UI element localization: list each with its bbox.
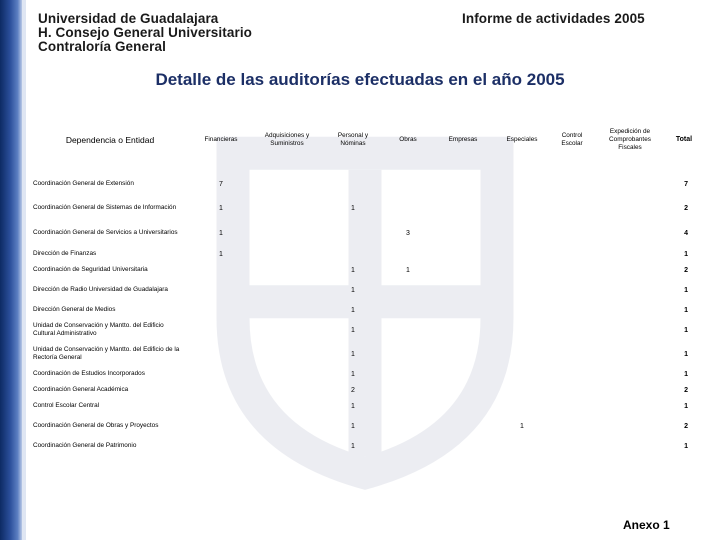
audit-count bbox=[550, 366, 594, 382]
audit-count bbox=[384, 172, 432, 196]
audit-count: 3 bbox=[406, 229, 410, 237]
row-total: 7 bbox=[684, 180, 688, 188]
row-total: 1 bbox=[684, 350, 688, 358]
table-row bbox=[30, 398, 702, 414]
audit-count bbox=[432, 366, 494, 382]
audit-count bbox=[252, 318, 322, 342]
audit-count bbox=[384, 196, 432, 220]
header-contraloria: Contraloría General bbox=[38, 39, 166, 54]
table-row bbox=[30, 302, 702, 318]
table-row bbox=[30, 278, 702, 302]
audit-count bbox=[252, 414, 322, 438]
audit-count bbox=[252, 262, 322, 278]
audit-count: 1 bbox=[351, 370, 355, 378]
audit-count bbox=[594, 342, 666, 366]
dependency-name: Coordinación General de Patrimonio bbox=[33, 442, 137, 449]
row-total: 1 bbox=[684, 306, 688, 314]
table-row bbox=[30, 220, 702, 246]
audit-count bbox=[494, 172, 550, 196]
audit-count bbox=[190, 302, 252, 318]
audit-count bbox=[594, 278, 666, 302]
audit-count bbox=[550, 342, 594, 366]
dependency-name: Unidad de Conservación y Mantto. del Edificio Cultural Administrativo bbox=[33, 322, 164, 337]
table-row bbox=[30, 414, 702, 438]
column-header-control-escolar: Control Escolar bbox=[561, 132, 583, 147]
audit-count bbox=[494, 366, 550, 382]
row-total: 1 bbox=[684, 326, 688, 334]
audit-count bbox=[322, 246, 384, 262]
audit-count: 1 bbox=[351, 306, 355, 314]
audit-count bbox=[384, 318, 432, 342]
audit-count bbox=[432, 246, 494, 262]
audit-count bbox=[432, 196, 494, 220]
header-university: Universidad de Guadalajara bbox=[38, 11, 219, 26]
audit-count bbox=[322, 172, 384, 196]
audit-count bbox=[432, 278, 494, 302]
dependency-name: Coordinación General de Servicios a Universitarios bbox=[33, 229, 178, 236]
table-row bbox=[30, 438, 702, 454]
audit-count bbox=[190, 342, 252, 366]
dependency-name: Control Escolar Central bbox=[33, 402, 100, 409]
row-total: 4 bbox=[684, 229, 688, 237]
audit-count bbox=[594, 220, 666, 246]
audit-count bbox=[494, 278, 550, 302]
audit-count bbox=[494, 196, 550, 220]
row-total: 2 bbox=[684, 386, 688, 394]
dependency-name: Coordinación General de Extensión bbox=[33, 180, 134, 187]
audit-count bbox=[190, 366, 252, 382]
audit-count bbox=[550, 196, 594, 220]
audit-count bbox=[252, 302, 322, 318]
row-total: 2 bbox=[684, 266, 688, 274]
audit-count bbox=[252, 382, 322, 398]
table-row bbox=[30, 196, 702, 220]
audit-count: 1 bbox=[219, 229, 223, 237]
column-header-empresas: Empresas bbox=[448, 136, 478, 143]
audit-count bbox=[322, 220, 384, 246]
audit-count bbox=[550, 278, 594, 302]
dependency-name: Coordinación General Académica bbox=[33, 386, 129, 393]
row-total: 1 bbox=[684, 250, 688, 258]
audit-count bbox=[384, 302, 432, 318]
audit-count bbox=[252, 246, 322, 262]
audit-count: 1 bbox=[406, 266, 410, 274]
audit-count bbox=[550, 382, 594, 398]
audit-count bbox=[190, 438, 252, 454]
audit-count: 1 bbox=[219, 204, 223, 212]
audit-count bbox=[384, 398, 432, 414]
audit-count bbox=[190, 318, 252, 342]
row-total: 1 bbox=[684, 402, 688, 410]
audit-count bbox=[384, 342, 432, 366]
audit-count bbox=[550, 246, 594, 262]
column-header-financieras: Financieras bbox=[204, 136, 238, 143]
column-header-obras: Obras bbox=[399, 136, 417, 143]
table-row bbox=[30, 246, 702, 262]
audit-count bbox=[494, 318, 550, 342]
audit-count bbox=[190, 382, 252, 398]
audit-count bbox=[252, 278, 322, 302]
column-header-adquisiciones: Adquisiciones y Suministros bbox=[264, 132, 310, 147]
audit-count bbox=[384, 438, 432, 454]
audit-count bbox=[432, 438, 494, 454]
audit-count: 1 bbox=[520, 422, 524, 430]
page-title: Detalle de las auditorías efectuadas en el año 2005 bbox=[155, 70, 565, 89]
audit-count bbox=[594, 366, 666, 382]
audit-count bbox=[594, 246, 666, 262]
column-header-personal: Personal y Nóminas bbox=[337, 132, 369, 147]
audit-count bbox=[252, 398, 322, 414]
audit-count bbox=[432, 302, 494, 318]
audit-count bbox=[384, 382, 432, 398]
audit-count bbox=[432, 342, 494, 366]
audit-count bbox=[190, 262, 252, 278]
dependency-name: Coordinación de Seguridad Universitaria bbox=[33, 266, 148, 273]
audit-count bbox=[494, 262, 550, 278]
audit-count: 1 bbox=[351, 266, 355, 274]
header-report-title: Informe de actividades 2005 bbox=[462, 11, 645, 26]
audit-count bbox=[594, 438, 666, 454]
audit-count bbox=[550, 220, 594, 246]
audit-count bbox=[550, 302, 594, 318]
dependency-name: Unidad de Conservación y Mantto. del Edificio de la Rectoría General bbox=[33, 346, 180, 361]
audit-count bbox=[594, 382, 666, 398]
audit-count bbox=[190, 414, 252, 438]
table-row bbox=[30, 318, 702, 342]
table-header-row bbox=[30, 108, 702, 172]
row-total: 1 bbox=[684, 286, 688, 294]
audit-count bbox=[190, 278, 252, 302]
audit-count bbox=[384, 414, 432, 438]
audit-count bbox=[252, 342, 322, 366]
row-total: 1 bbox=[684, 442, 688, 450]
audit-count bbox=[432, 220, 494, 246]
row-total: 1 bbox=[684, 370, 688, 378]
audit-count bbox=[494, 398, 550, 414]
audit-count bbox=[432, 382, 494, 398]
audit-count: 1 bbox=[351, 204, 355, 212]
audits-table bbox=[30, 108, 702, 454]
audit-count bbox=[550, 438, 594, 454]
audit-count: 1 bbox=[219, 250, 223, 258]
column-header-especiales: Especiales bbox=[506, 136, 538, 143]
audit-count: 1 bbox=[351, 422, 355, 430]
dependency-name: Coordinación General de Obras y Proyectos bbox=[33, 422, 159, 429]
row-total: 2 bbox=[684, 422, 688, 430]
column-header-dependencia: Dependencia o Entidad bbox=[65, 135, 155, 145]
dependency-name: Coordinación de Estudios Incorporados bbox=[33, 370, 145, 377]
audit-count bbox=[432, 172, 494, 196]
table-row bbox=[30, 262, 702, 278]
table-row bbox=[30, 382, 702, 398]
audit-count: 1 bbox=[351, 286, 355, 294]
column-header-comprobantes: Expedición de Comprobantes Fiscales bbox=[609, 128, 651, 151]
audit-count bbox=[594, 398, 666, 414]
audit-count bbox=[494, 342, 550, 366]
audit-count: 7 bbox=[219, 180, 223, 188]
audit-count: 1 bbox=[351, 326, 355, 334]
table-row bbox=[30, 342, 702, 366]
dependency-name: Coordinación General de Sistemas de Información bbox=[33, 204, 177, 211]
audit-count bbox=[252, 438, 322, 454]
audit-count: 1 bbox=[351, 350, 355, 358]
audit-count bbox=[550, 172, 594, 196]
audit-count bbox=[384, 278, 432, 302]
audit-count: 2 bbox=[351, 386, 355, 394]
audit-count: 1 bbox=[351, 402, 355, 410]
audit-count bbox=[252, 366, 322, 382]
audit-count bbox=[494, 382, 550, 398]
dependency-name: Dirección de Finanzas bbox=[33, 250, 97, 257]
audit-count bbox=[252, 220, 322, 246]
column-header-total: Total bbox=[675, 136, 693, 143]
audit-count bbox=[494, 438, 550, 454]
audit-count bbox=[252, 172, 322, 196]
audit-count bbox=[594, 414, 666, 438]
header-council: H. Consejo General Universitario bbox=[38, 25, 253, 40]
audit-count bbox=[190, 398, 252, 414]
audit-count bbox=[550, 318, 594, 342]
audit-count bbox=[594, 172, 666, 196]
audit-count bbox=[594, 262, 666, 278]
row-total: 2 bbox=[684, 204, 688, 212]
audit-count bbox=[384, 246, 432, 262]
audit-count bbox=[384, 366, 432, 382]
audit-count bbox=[594, 318, 666, 342]
annex-label: Anexo 1 bbox=[623, 518, 670, 532]
audit-count bbox=[252, 196, 322, 220]
dependency-name: Dirección General de Medios bbox=[33, 306, 116, 313]
dependency-name: Dirección de Radio Universidad de Guadalajara bbox=[33, 286, 168, 293]
audit-count bbox=[432, 318, 494, 342]
audit-count bbox=[550, 262, 594, 278]
table-row bbox=[30, 172, 702, 196]
audit-count bbox=[594, 302, 666, 318]
audit-count bbox=[432, 262, 494, 278]
audit-count bbox=[494, 246, 550, 262]
audit-count bbox=[432, 414, 494, 438]
audit-count bbox=[432, 398, 494, 414]
table-row bbox=[30, 366, 702, 382]
audit-count bbox=[594, 196, 666, 220]
audit-count bbox=[550, 414, 594, 438]
audit-count bbox=[494, 220, 550, 246]
audit-count bbox=[550, 398, 594, 414]
audit-count bbox=[494, 302, 550, 318]
audit-count: 1 bbox=[351, 442, 355, 450]
